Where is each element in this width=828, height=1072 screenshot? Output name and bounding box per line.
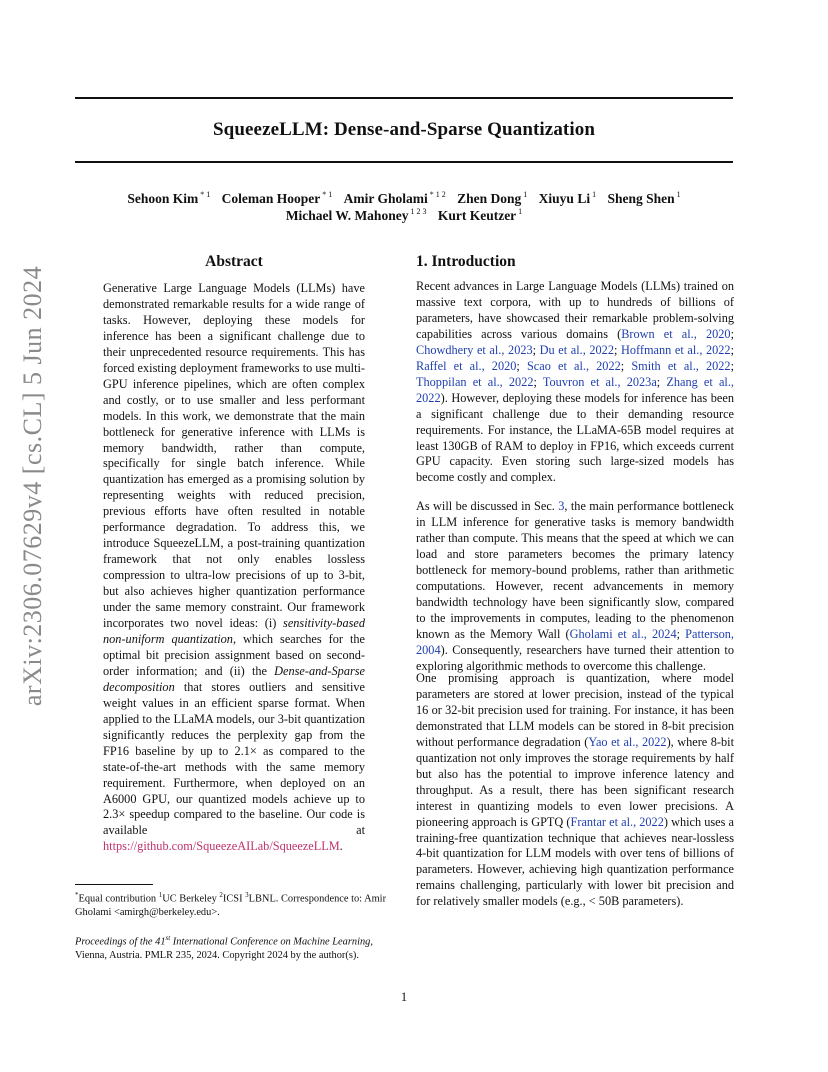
body-text: that stores outliers and sensitive weight values in an efficient sparse format. When applied to the LLaMA models, our 3-bit quantization significantly reduces the perplexity gap from the FP16 baseline by up to 2.1× as compared to the state-of-the-art methods with the same memory requirement. Furthermore, when deployed on an A6000 GPU, our quantized models achieve up to 2.3× speedup compared to the baseline. Our code is available at bbox=[103, 679, 365, 838]
title-bottom-rule bbox=[75, 161, 733, 163]
footnote bbox=[75, 889, 397, 919]
citation-link[interactable]: Raffel et al., 2020 bbox=[416, 358, 517, 373]
page-number: 1 bbox=[400, 990, 408, 1004]
affiliation-mark: 3 bbox=[245, 891, 249, 899]
body-text: ; bbox=[620, 358, 632, 373]
author-name: Sheng Shen bbox=[607, 190, 675, 206]
citation-link[interactable]: Brown et al., 2020 bbox=[621, 326, 731, 341]
body-text: ) which uses a training-free quantization technique that achieves near-lossless 4-bit quantization for LLM models with over tens of billions of parameters. However, achieving high quantization performance remains challenging, particularly with lower bit precision and for relatively smaller models (e.g., < 50B parameters). bbox=[416, 814, 734, 909]
body-text: Recent advances in Large Language Models (LLMs) trained on massive text corpora, with up to hundreds of billions of parameters, have showcased their remarkable problem-solving capabilities across various domains ( bbox=[416, 279, 734, 341]
author bbox=[457, 191, 527, 206]
body-text: . bbox=[339, 839, 343, 854]
author-affiliation-marks: * 1 2 bbox=[429, 190, 446, 199]
author-name: Xiuyu Li bbox=[538, 190, 591, 206]
introduction-paragraph-1 bbox=[416, 279, 734, 486]
author bbox=[286, 208, 427, 223]
author-affiliation-marks: 1 bbox=[592, 190, 597, 199]
author-name: Coleman Hooper bbox=[221, 190, 321, 206]
author-affiliation-marks: 1 bbox=[518, 207, 523, 216]
citation-link[interactable]: Touvron et al., 2023a bbox=[542, 374, 657, 389]
citation-link[interactable]: Chowdhery et al., 2023 bbox=[416, 342, 533, 357]
citation-link[interactable]: Yao et al., 2022 bbox=[588, 734, 667, 749]
author-name: Michael W. Mahoney bbox=[285, 207, 409, 223]
body-text: As will be discussed in Sec. bbox=[416, 499, 559, 513]
author-affiliation-marks: * 1 bbox=[200, 190, 211, 199]
body-text: ; bbox=[532, 342, 540, 357]
code-url-link[interactable]: https://github.com/SqueezeAILab/SqueezeLLM bbox=[103, 839, 340, 854]
affiliation-mark: 1 bbox=[158, 891, 163, 899]
body-text: ; bbox=[656, 374, 667, 389]
body-text: ; bbox=[730, 326, 734, 341]
body-text: , the main performance bottleneck in LLM inference for generative tasks is memory bandwidth rather than compute. This means that the speed at which we can load and store parameters becomes the primary latency bottleneck for memory-bound problems, rather than arithmetic computations. However, recent advancements in memory bandwidth technology have been significantly slow, compared to the improvements in computes, leading to the phenomenon known as the Memory Wall ( bbox=[416, 499, 734, 641]
emphasis-text: Dense-and-Sparse decomposition bbox=[103, 663, 365, 694]
proceedings-note bbox=[75, 932, 397, 962]
conference-ordinal-suffix: st bbox=[165, 934, 171, 942]
author-name: Amir Gholami bbox=[343, 190, 428, 206]
proceedings-details: , Vienna, Austria. PMLR 235, 2024. Copyright 2024 by the author(s). bbox=[75, 936, 373, 961]
abstract-heading: Abstract bbox=[205, 253, 263, 270]
author-affiliation-marks: 1 bbox=[676, 190, 681, 199]
author-name: Kurt Keutzer bbox=[437, 207, 517, 223]
body-text: ; bbox=[730, 342, 735, 357]
title-top-rule bbox=[75, 97, 733, 99]
author-name: Zhen Dong bbox=[457, 190, 522, 206]
author bbox=[222, 191, 333, 206]
citation-link[interactable]: Thoppilan et al., 2022 bbox=[416, 374, 534, 389]
affiliation-name: LBNL bbox=[248, 893, 276, 905]
body-text: One promising approach is quantization, where model parameters are stored at lower precision, instead of the typical 16 or 32-bit precision used for training. For instance, it has been demonstrated that LLM models can be stored in 8-bit precision without performance degradation ( bbox=[416, 671, 734, 749]
citation-link[interactable]: Smith et al., 2022 bbox=[631, 358, 731, 373]
conference-name: International Conference on Machine Learning bbox=[170, 936, 371, 948]
introduction-heading: 1. Introduction bbox=[416, 253, 516, 270]
author-affiliation-marks: 1 2 3 bbox=[410, 207, 427, 216]
citation-link[interactable]: Hoffmann et al., 2022 bbox=[621, 342, 731, 357]
footnote-mark: * bbox=[75, 891, 79, 899]
author bbox=[607, 191, 680, 206]
body-text: Generative Large Language Models (LLMs) have demonstrated remarkable results for a wide range of tasks. However, deploying these models for inference has been a significant challenge due to their unprecedented resource requirements. This has forced existing deployment frameworks to use multi-GPU inference pipelines, which are often complex and costly, or to use smaller and less performant models. In this work, we demonstrate that the main bottleneck for generative inference with LLMs is memory bandwidth, rather than compute, specifically for single batch inference. While quantization has emerged as a promising solution by representing weights with reduced precision, previous efforts have often resulted in notable performance degradation. To address this, we introduce SqueezeLLM, a post-training quantization framework that not only enables lossless compression to ultra-low precisions of up to 3-bit, but also achieves higher quantization performance under the same memory constraint. Our framework incorporates two novel ideas: (i) bbox=[103, 281, 365, 631]
body-text: ; bbox=[516, 358, 527, 373]
affiliation-name: UC Berkeley bbox=[162, 893, 217, 905]
introduction-paragraph-2 bbox=[416, 499, 734, 674]
author bbox=[344, 191, 446, 206]
author bbox=[539, 191, 596, 206]
affiliation-name: ICSI bbox=[222, 893, 243, 905]
body-text: ; bbox=[730, 358, 735, 373]
body-text: ). Consequently, researchers have turned their attention to exploring algorithmic methods to overcome this challenge. bbox=[416, 642, 734, 673]
paper-title: SqueezeLLM: Dense-and-Sparse Quantization bbox=[213, 119, 595, 140]
citation-link[interactable]: Scao et al., 2022 bbox=[526, 358, 621, 373]
proceedings-prefix: Proceedings of the bbox=[75, 936, 156, 948]
body-text: ; bbox=[676, 626, 686, 641]
arxiv-identifier-text: arXiv:2306.07629v4 [cs.CL] 5 Jun 2024 bbox=[18, 265, 47, 707]
equal-contribution-note: Equal contribution bbox=[78, 893, 157, 905]
body-text: ). However, deploying these models for inference has been a significant challenge due to their demanding resource requirements. For instance, the LLaMA-65B model requires at least 130GB of RAM to deploy in FP16, which exceeds current GPU capacity. Even storing such large-sized models has become costly and complex. bbox=[416, 390, 734, 485]
abstract-body bbox=[103, 281, 365, 855]
correspondence-note: . Correspondence to: Amir Gholami <amirgh@berkeley.edu>. bbox=[75, 893, 387, 918]
citation-link[interactable]: Gholami et al., 2024 bbox=[569, 626, 677, 641]
body-text: ; bbox=[533, 374, 543, 389]
emphasis-text: sensitivity-based non-uniform quantization bbox=[103, 616, 365, 646]
body-text: , which searches for the optimal bit precision assignment based on second-order information; and (ii) the bbox=[103, 631, 365, 678]
citation-link[interactable]: Du et al., 2022 bbox=[539, 342, 614, 357]
affiliation-mark: 2 bbox=[219, 891, 223, 899]
author-affiliation-marks: 1 bbox=[523, 190, 528, 199]
conference-ordinal: 41 bbox=[155, 936, 166, 948]
citation-link[interactable]: Zhang et al., 2022 bbox=[416, 374, 734, 405]
author-affiliation-marks: * 1 bbox=[322, 190, 333, 199]
footnote-rule bbox=[75, 884, 153, 885]
author-name: Sehoon Kim bbox=[127, 190, 199, 206]
body-text: ), where 8-bit quantization not only improves the storage requirements by half but also has the potential to improve inference latency and throughput. As a result, there has been significant research interest in quantizing models to even lower precisions. A pioneering approach is GPTQ ( bbox=[416, 734, 734, 829]
author-list-line-1 bbox=[75, 190, 733, 207]
body-text: ; bbox=[613, 342, 621, 357]
author bbox=[438, 208, 522, 223]
author-list-line-2 bbox=[75, 207, 733, 224]
author bbox=[127, 191, 210, 206]
citation-link[interactable]: Frantar et al., 2022 bbox=[570, 814, 664, 829]
citation-link[interactable]: Patterson, 2004 bbox=[416, 626, 735, 657]
introduction-paragraph-3 bbox=[416, 671, 734, 910]
citation-link[interactable]: 3 bbox=[558, 499, 565, 513]
